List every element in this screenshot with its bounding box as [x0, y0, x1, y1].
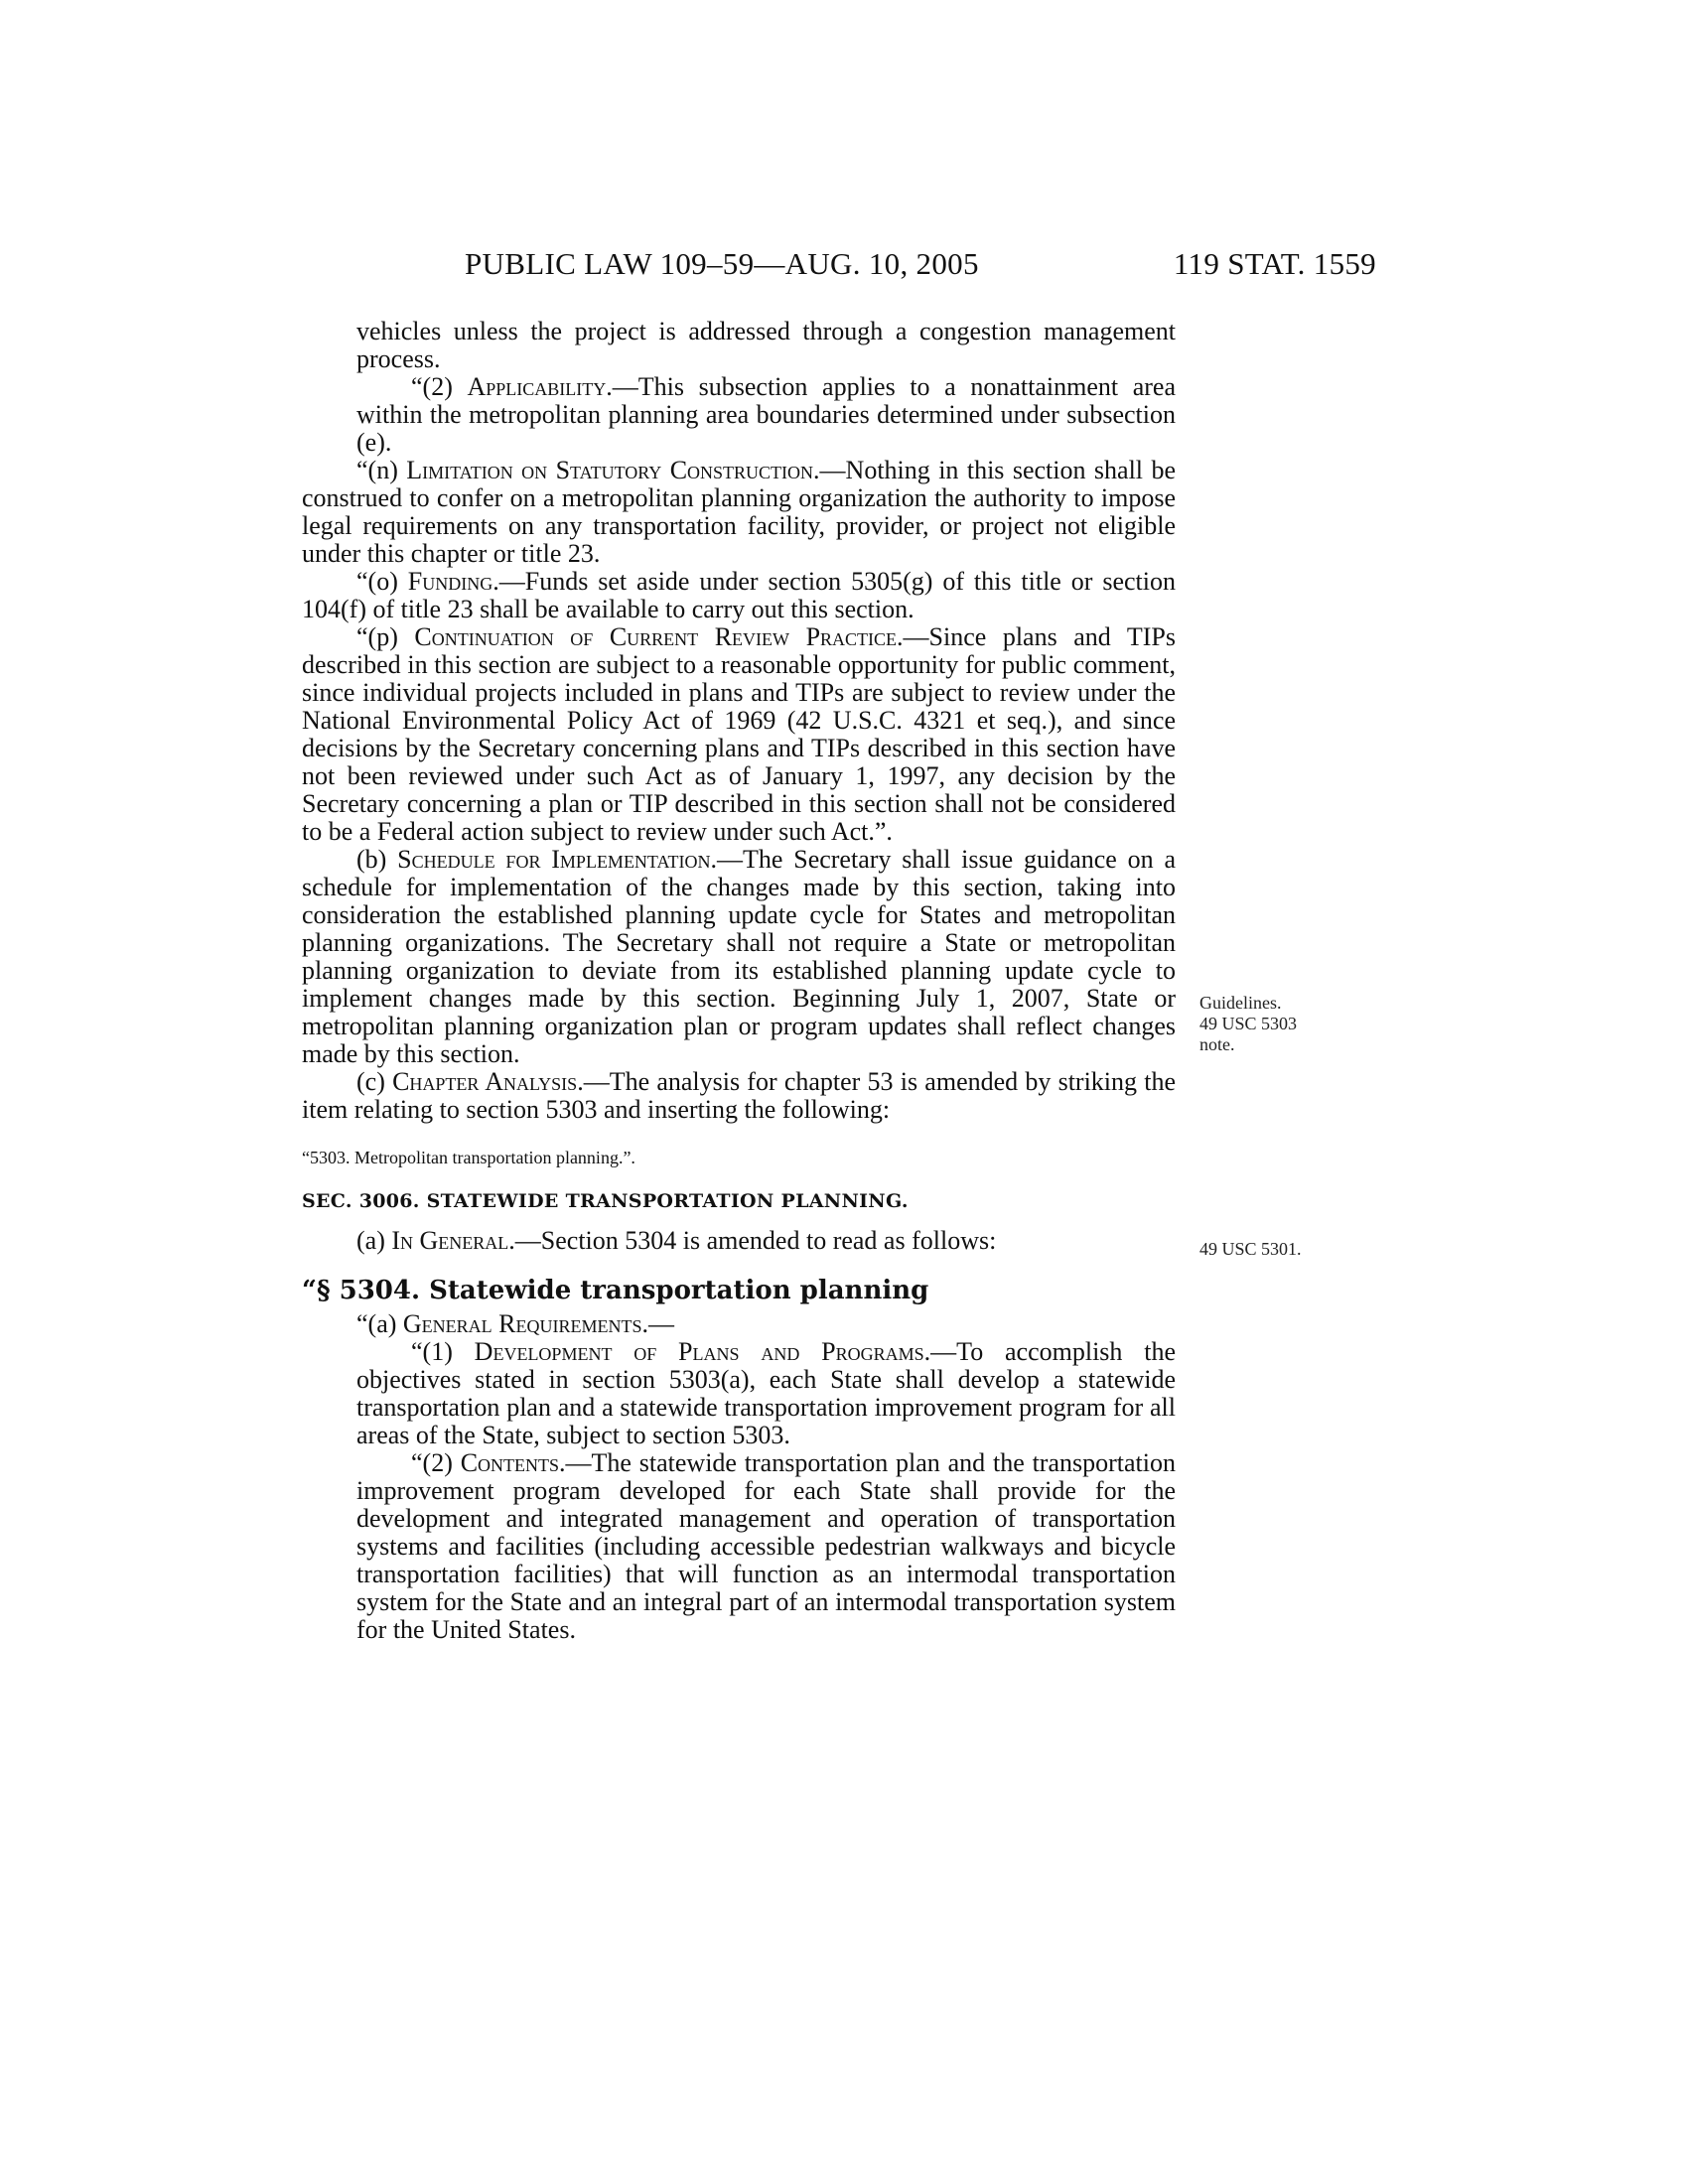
paragraph-heading: Schedule for Implementation	[397, 845, 711, 874]
paragraph-n-limitation: “(n) Limitation on Statutory Construction.—Nothing in this section shall be construed to confer on a metropolitan planning organization the authority to impose legal requirements on any transportation facility, provider, or project not eligible under this chapter or title 23.	[302, 456, 1176, 568]
paragraph-heading: Funding	[407, 567, 493, 596]
paragraph-o-funding: “(o) Funding.—Funds set aside under section 5305(g) of this title or section 104(f) of title 23 shall be available to carry out this section.	[302, 567, 1176, 623]
document-body	[302, 318, 1176, 1644]
section-title: “§ 5304. Statewide transportation planning	[302, 1276, 929, 1305]
paragraph-heading: Development of Plans and Programs	[474, 1337, 924, 1366]
paragraph-heading: Applicability	[467, 372, 607, 401]
statute-page-number: 119 STAT. 1559	[1173, 246, 1376, 281]
paragraph-heading: Continuation of Current Review Practice	[414, 622, 898, 651]
paragraph-m2-applicability: “(2) Applicability.—This subsection applies to a nonattainment area within the metropolitan planning area boundaries determined under subsection (e).	[356, 372, 1176, 457]
margin-note-usc-citation: 49 USC 5301.	[1199, 1239, 1302, 1259]
paragraph-heading: Contents	[460, 1448, 560, 1477]
paragraph-b-schedule: (b) Schedule for Implementation.—The Secretary shall issue guidance on a schedule for implementation of the changes made by this section, taking into consideration the established planning update cycle for States and metropolitan planning organizations. The Secretary shall not require a State or metropolitan planning organization to deviate from its established planning update cycle to implement changes made by this section. Beginning July 1, 2007, State or metropolitan planning organization plan or program updates shall reflect changes made by this section.	[302, 845, 1177, 1068]
paragraph-a-in-general: (a) In General.—Section 5304 is amended to read as follows:	[356, 1226, 997, 1255]
paragraph-heading: In General	[391, 1226, 509, 1255]
paragraph-2-contents: “(2) Contents.—The statewide transportation plan and the transportation improvement program developed for each State shall provide for the development and integrated management and operation of transportation systems and facilities (including accessible pedestrian walkways and bicycle transportation facilities) that will function as an intermodal transportation system for the State and an integral part of an intermodal transportation system for the United States.	[356, 1448, 1176, 1644]
paragraph-heading: General Requirements	[402, 1309, 642, 1338]
paragraph-m1-continued: vehicles unless the project is addressed through a congestion management process.	[356, 317, 1176, 373]
paragraph-p-continuation: “(p) Continuation of Current Review Practice.—Since plans and TIPs described in this section are subject to a reasonable opportunity for public comment, since individual projects included in plans and TIPs are subject to review under the National Environmental Policy Act of 1969 (42 U.S.C. 4321 et seq.), and since decisions by the Secretary concerning plans and TIPs described in this section have not been reviewed under such Act as of January 1, 1997, any decision by the Secretary concerning a plan or TIP described in this section shall not be considered to be a Federal action subject to review under such Act.”.	[302, 622, 1176, 846]
paragraph-1-development: “(1) Development of Plans and Programs.—To accomplish the objectives stated in section 5303(a), each State shall develop a statewide transportation plan and a statewide transportation improvement program for all areas of the State, subject to section 5303.	[356, 1337, 1176, 1449]
paragraph-heading: Chapter Analysis	[392, 1067, 578, 1096]
section-heading: SEC. 3006. STATEWIDE TRANSPORTATION PLANNING.	[302, 1190, 909, 1212]
margin-note-guidelines: Guidelines. 49 USC 5303 note.	[1199, 993, 1298, 1054]
paragraph-c-chapter-analysis: (c) Chapter Analysis.—The analysis for chapter 53 is amended by striking the item relating to section 5303 and inserting the following:	[302, 1067, 1176, 1124]
paragraph-a-general-requirements: “(a) General Requirements.—	[356, 1309, 675, 1338]
public-law-citation: PUBLIC LAW 109–59—AUG. 10, 2005	[465, 246, 979, 281]
paragraph-heading: Limitation on Statutory Construction	[406, 456, 814, 484]
table-of-contents-item: “5303. Metropolitan transportation planning.”.	[302, 1148, 635, 1167]
running-head	[302, 246, 1376, 286]
